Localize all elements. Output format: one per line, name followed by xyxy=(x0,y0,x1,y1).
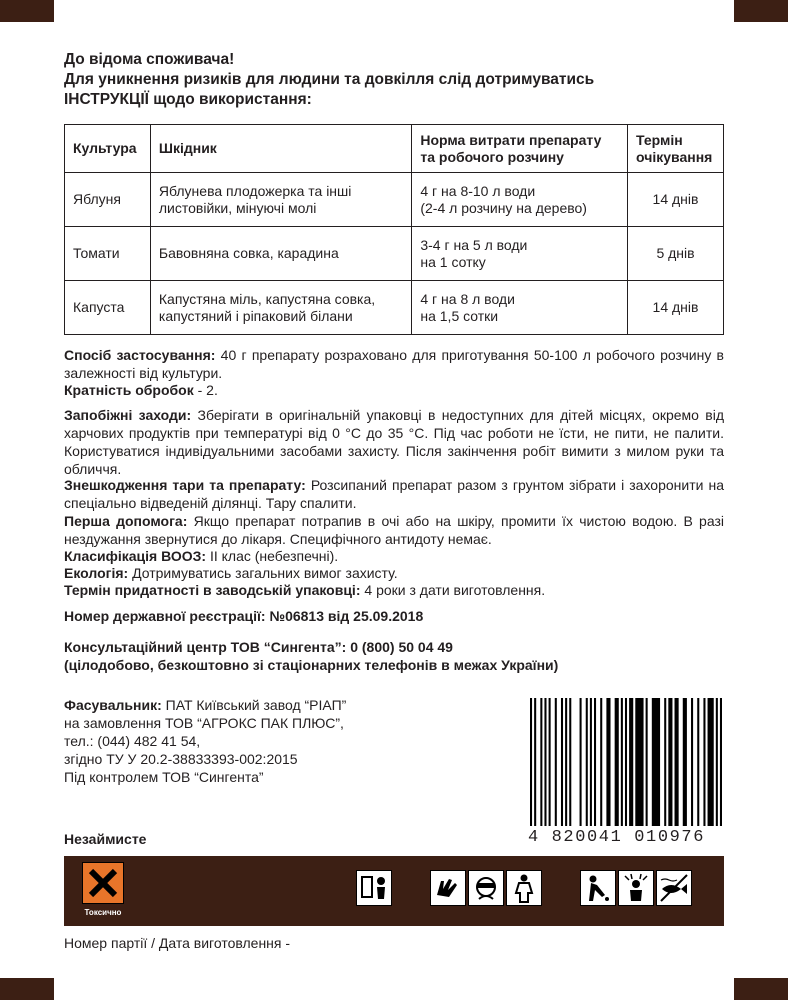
header-pest: Шкідник xyxy=(150,125,411,173)
frequency-label: Кратність обробок xyxy=(64,382,194,398)
hazard-label: Токсично xyxy=(84,908,122,917)
cell-waiting: 14 днів xyxy=(628,173,724,227)
cell-rate-line-1: 4 г на 8 л води xyxy=(420,290,515,307)
table-row xyxy=(65,281,724,335)
packer-label: Фасувальник: xyxy=(64,697,162,713)
barcode-bar xyxy=(569,698,571,826)
frequency-text: - 2. xyxy=(193,382,218,398)
cell-pest xyxy=(150,173,411,227)
barcode-bar xyxy=(703,698,705,826)
precautions-section xyxy=(64,406,724,478)
non-flammable-label: Незаймисте xyxy=(64,831,147,847)
cell-pest-line-1: Бавовняна совка, карадина xyxy=(158,245,339,261)
header-waiting xyxy=(628,125,724,173)
notice-line-1: До відома споживача! xyxy=(64,51,235,68)
wash-hands-icon xyxy=(580,870,616,906)
who-class-label: Класифікація ВООЗ: xyxy=(64,548,207,564)
ecology-section xyxy=(64,564,724,582)
consult-line-1: Консультаційний центр ТОВ “Сингента”: 0 (800) 50 04 49 xyxy=(64,639,453,655)
packer-line-5: Під контролем ТОВ “Сингента” xyxy=(64,769,264,785)
barcode-bar xyxy=(625,698,627,826)
dosage-table xyxy=(64,124,724,335)
barcode-digits: 4 820041 010976 xyxy=(528,828,706,847)
packer-name: ПАТ Київський завод “РІАП” xyxy=(161,697,347,713)
cell-rate-line-2: на 1 сотку xyxy=(420,253,486,270)
barcode-bar xyxy=(615,698,619,826)
barcode-bar xyxy=(621,698,623,826)
shelf-life-section xyxy=(64,581,724,599)
barcode-bar xyxy=(600,698,602,826)
shelf-life-text: 4 роки з дати виготовлення. xyxy=(360,582,546,598)
cell-rate-line-2: (2-4 л розчину на дерево) xyxy=(420,199,587,216)
barcode-bar xyxy=(565,698,567,826)
barcode-bar xyxy=(683,698,687,826)
notice-line-3: ІНСТРУКЦІЇ щодо використання: xyxy=(64,91,312,108)
cell-pest xyxy=(150,281,411,335)
packer-line-4: згідно ТУ У 20.2-38833393-002:2015 xyxy=(64,751,298,767)
notice-line-2: Для уникнення ризиків для людини та довкілля слід дотримуватись xyxy=(64,71,595,88)
corner-band-top-left xyxy=(0,0,54,22)
cell-waiting: 5 днів xyxy=(628,227,724,281)
header-rate-line-2: та робочого розчину xyxy=(420,148,564,165)
barcode-bar xyxy=(652,698,660,826)
barcode-bar xyxy=(540,698,542,826)
cell-crop: Томати xyxy=(65,227,151,281)
header-rate-line-1: Норма витрати препарату xyxy=(420,131,602,148)
first-aid-label: Перша допомога: xyxy=(64,513,188,529)
cell-rate-line-1: 4 г на 8-10 л води xyxy=(420,182,536,199)
disposal-label: Знешкодження тари та препарату: xyxy=(64,477,306,493)
barcode-bar xyxy=(580,698,582,826)
barcode-bar xyxy=(561,698,563,826)
who-class-section xyxy=(64,547,724,565)
barcode-bar xyxy=(590,698,592,826)
barcode-bar xyxy=(549,698,551,826)
keep-away-children-icon xyxy=(356,870,392,906)
shower-icon xyxy=(618,870,654,906)
barcode-bar xyxy=(697,698,699,826)
cell-rate xyxy=(412,173,628,227)
registration-number: Номер державної реєстрації: №06813 від 25.09.2018 xyxy=(64,608,424,624)
cell-pest xyxy=(150,227,411,281)
application-text: 40 г препарату розраховано для приготування 50-100 л робочого розчину в залежності від культури. xyxy=(64,347,724,381)
hazard-pictogram-bar xyxy=(64,856,724,926)
barcode-bar xyxy=(555,698,557,826)
barcode-bar xyxy=(691,698,693,826)
cell-rate-line-2: на 1,5 сотки xyxy=(420,307,499,324)
cell-pest-line-1: Яблунева плодожерка та інші xyxy=(158,182,352,199)
cell-rate-line-1: 3-4 г на 5 л води xyxy=(420,236,528,253)
cell-pest-line-2: листовійки, мінуючі молі xyxy=(158,199,317,216)
corner-band-bottom-left xyxy=(0,978,54,1000)
barcode-bar xyxy=(646,698,648,826)
barcode-bar xyxy=(594,698,596,826)
consumer-notice xyxy=(64,50,744,110)
header-crop: Культура xyxy=(65,125,151,173)
barcode-bar xyxy=(544,698,546,826)
hazard-x-icon xyxy=(82,862,124,904)
disposal-text: Розсипаний препарат разом з грунтом зібрати і захоронити на спеціально відведеній ділянці. Тару спалити. xyxy=(64,477,724,511)
ecology-text: Дотримуватись загальних вимог захисту. xyxy=(128,565,398,581)
shelf-life-label: Термін придатності в заводській упаковці: xyxy=(64,582,361,598)
barcode-bar xyxy=(534,698,536,826)
table-row xyxy=(65,173,724,227)
who-class-text: II клас (небезпечні). xyxy=(206,548,339,564)
barcode-bars xyxy=(528,698,724,828)
barcode-bar xyxy=(664,698,666,826)
table-row xyxy=(65,227,724,281)
cell-pest-line-1: Капустяна міль, капустяна совка, xyxy=(158,290,376,307)
disposal-section xyxy=(64,476,724,512)
packer-line-1 xyxy=(64,696,514,714)
toxic-hazard-symbol xyxy=(78,862,128,922)
first-aid-text: Якщо препарат потрапив в очі або на шкіру, промити їх чистою водою. В разі нездужання звернутися до лікаря. Специфічного антидоту немає. xyxy=(64,513,724,547)
gloves-icon xyxy=(430,870,466,906)
ecology-label: Екологія: xyxy=(64,565,129,581)
packer-line-2: на замовлення ТОВ “АГРОКС ПАК ПЛЮС”, xyxy=(64,715,344,731)
header-waiting-line-1: Термін xyxy=(636,131,683,148)
barcode-bar xyxy=(708,698,714,826)
barcode-bar xyxy=(668,698,672,826)
protective-suit-icon xyxy=(506,870,542,906)
frequency-section xyxy=(64,381,724,399)
batch-date-label: Номер партії / Дата виготовлення - xyxy=(64,935,291,951)
application-label: Спосіб застосування: xyxy=(64,347,216,363)
cell-crop: Капуста xyxy=(65,281,151,335)
cell-rate xyxy=(412,281,628,335)
cell-pest-line-2: капустяний і ріпаковий білани xyxy=(158,307,353,324)
corner-band-bottom-right xyxy=(734,978,788,1000)
barcode-bar xyxy=(586,698,588,826)
application-section xyxy=(64,346,724,382)
first-aid-section xyxy=(64,512,724,548)
barcode-bar xyxy=(716,698,718,826)
precautions-label: Запобіжні заходи: xyxy=(64,407,192,423)
cell-rate xyxy=(412,227,628,281)
cell-crop: Яблуня xyxy=(65,173,151,227)
precautions-text: Зберігати в оригінальній упаковці в недоступних для дітей місцях, окремо від харчових продуктів при температурі від 0 °С до 35 °С. Під час роботи не їсти, не пити, не палити. Користуватися індивідуальними засобами захисту. Після закінчення робіт вимити з милом руки та обличчя. xyxy=(64,407,724,477)
barcode-bar xyxy=(720,698,722,826)
barcode-bar xyxy=(606,698,610,826)
dangerous-to-fish-icon xyxy=(656,870,692,906)
packer-line-3: тел.: (044) 482 41 54, xyxy=(64,733,201,749)
header-waiting-line-2: очікування xyxy=(636,148,713,165)
cell-waiting: 14 днів xyxy=(628,281,724,335)
header-rate xyxy=(412,125,628,173)
barcode-bar xyxy=(629,698,633,826)
face-shield-icon xyxy=(468,870,504,906)
consult-line-2: (цілодобово, безкоштовно зі стаціонарних телефонів в межах України) xyxy=(64,657,559,673)
barcode xyxy=(528,698,724,850)
barcode-bar xyxy=(530,698,532,826)
barcode-bar xyxy=(635,698,643,826)
corner-band-top-right xyxy=(734,0,788,22)
barcode-bar xyxy=(675,698,679,826)
table-header-row xyxy=(65,125,724,173)
